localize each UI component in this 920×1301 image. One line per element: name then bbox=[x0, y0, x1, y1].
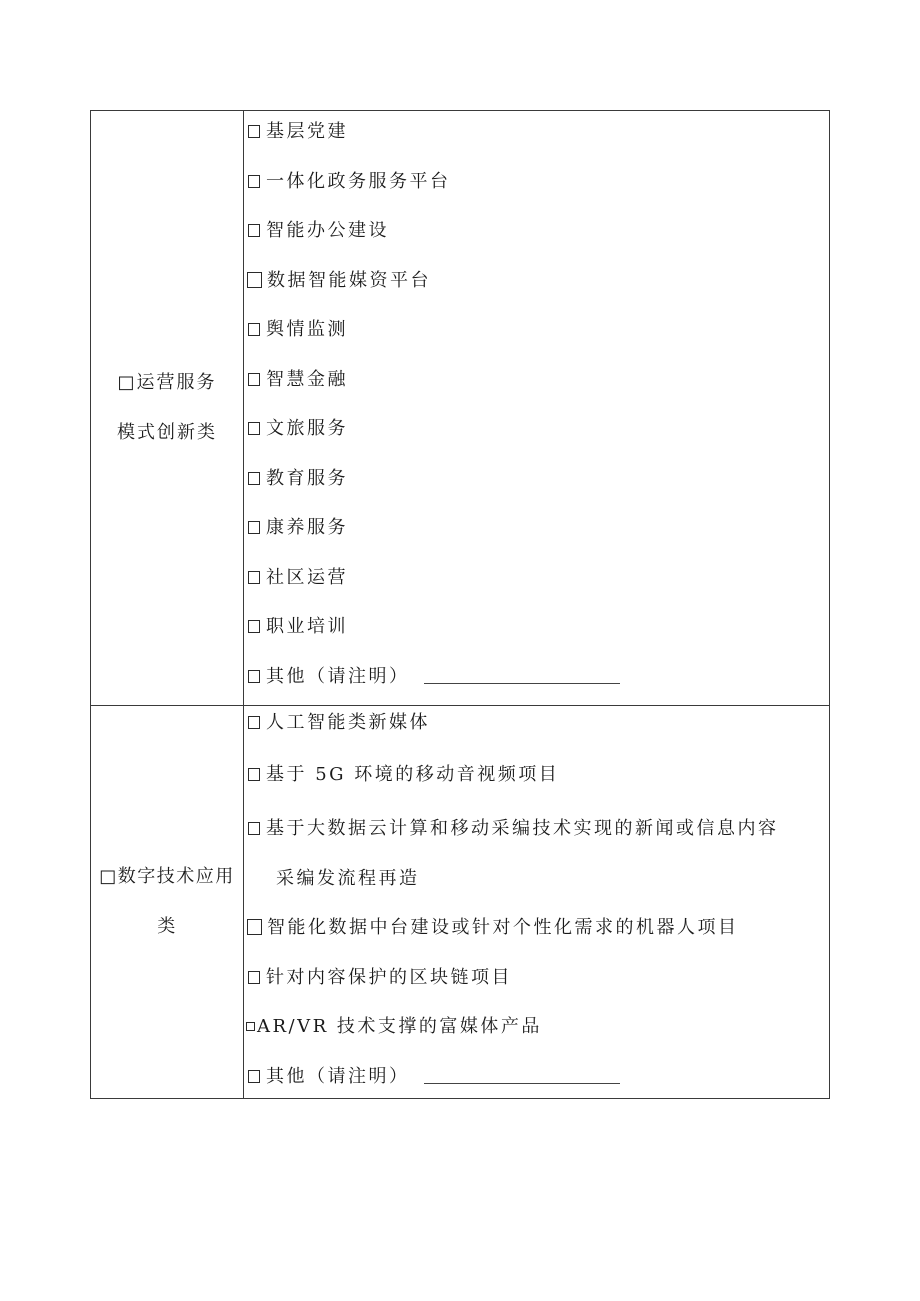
fill-in-blank[interactable] bbox=[424, 665, 620, 684]
checkbox[interactable] bbox=[248, 670, 260, 683]
list-item[interactable] bbox=[244, 359, 829, 409]
checkbox[interactable] bbox=[248, 521, 260, 534]
option-label: 基于 5G 环境的移动音视频项目 bbox=[266, 764, 560, 785]
checkbox[interactable] bbox=[248, 571, 260, 584]
list-item[interactable] bbox=[244, 907, 829, 957]
option-label: 基层党建 bbox=[266, 121, 348, 142]
checkbox[interactable] bbox=[248, 224, 260, 237]
checkbox[interactable] bbox=[248, 125, 260, 138]
category-label bbox=[91, 852, 243, 952]
list-item[interactable] bbox=[244, 507, 829, 557]
option-label: 基于大数据云计算和移动采编技术实现的新闻或信息内容 bbox=[266, 818, 779, 839]
table-row bbox=[91, 706, 830, 1099]
checkbox[interactable] bbox=[248, 822, 260, 835]
list-item[interactable] bbox=[244, 706, 829, 754]
option-label: 文旅服务 bbox=[266, 418, 348, 439]
category-cell bbox=[91, 111, 244, 706]
option-label: 智慧金融 bbox=[266, 368, 348, 390]
checkbox[interactable] bbox=[248, 422, 260, 435]
checkbox[interactable] bbox=[248, 768, 260, 781]
checkbox[interactable] bbox=[248, 373, 260, 386]
option-label: 智能化数据中台建设或针对个性化需求的机器人项目 bbox=[267, 917, 739, 938]
checkbox[interactable] bbox=[248, 175, 260, 188]
category-cell bbox=[91, 706, 244, 1099]
checkbox[interactable] bbox=[248, 472, 260, 485]
list-item[interactable] bbox=[244, 808, 829, 907]
option-label: 其他（请注明） bbox=[266, 665, 410, 687]
list-item[interactable] bbox=[244, 161, 829, 211]
list-item[interactable] bbox=[244, 458, 829, 508]
category-label-line2: 类 bbox=[157, 915, 177, 937]
option-list bbox=[244, 111, 829, 705]
option-label: 职业培训 bbox=[266, 616, 348, 637]
option-list bbox=[244, 706, 829, 1098]
list-item[interactable] bbox=[244, 1056, 829, 1098]
fill-in-blank[interactable] bbox=[424, 1065, 620, 1084]
option-label-continued: 采编发流程再造 bbox=[276, 867, 420, 889]
list-item[interactable] bbox=[244, 210, 829, 260]
list-item[interactable] bbox=[244, 754, 829, 808]
option-label: AR/VR 技术支撑的富媒体产品 bbox=[257, 1016, 542, 1037]
options-cell bbox=[244, 111, 830, 706]
category-label-line2: 模式创新类 bbox=[117, 422, 217, 443]
list-item[interactable] bbox=[244, 656, 829, 706]
option-label: 人工智能类新媒体 bbox=[266, 712, 430, 733]
category-table bbox=[90, 110, 830, 1099]
checkbox[interactable] bbox=[248, 716, 260, 729]
list-item[interactable] bbox=[244, 606, 829, 656]
option-label: 康养服务 bbox=[266, 517, 348, 538]
option-label: 数据智能媒资平台 bbox=[267, 269, 431, 291]
option-label: 其他（请注明） bbox=[266, 1065, 410, 1087]
list-item[interactable] bbox=[244, 408, 829, 458]
list-item[interactable] bbox=[244, 557, 829, 607]
options-cell bbox=[244, 706, 830, 1099]
checkbox[interactable] bbox=[248, 1070, 260, 1083]
checkbox[interactable] bbox=[247, 919, 262, 935]
option-label: 教育服务 bbox=[266, 467, 348, 489]
option-label: 针对内容保护的区块链项目 bbox=[266, 966, 512, 988]
list-item[interactable] bbox=[244, 309, 829, 359]
list-item[interactable] bbox=[244, 1006, 829, 1056]
checkbox[interactable] bbox=[248, 620, 260, 633]
option-label: 一体化政务服务平台 bbox=[266, 170, 451, 192]
checkbox[interactable] bbox=[246, 1022, 255, 1031]
category-label-line1: □数字技术应用 bbox=[99, 865, 235, 887]
checkbox[interactable] bbox=[248, 971, 260, 984]
checkbox[interactable] bbox=[248, 323, 260, 336]
category-label bbox=[91, 358, 243, 458]
option-label: 舆情监测 bbox=[266, 319, 348, 340]
option-label: 社区运营 bbox=[266, 566, 348, 588]
list-item[interactable] bbox=[244, 957, 829, 1007]
checkbox[interactable] bbox=[247, 272, 262, 288]
option-label: 智能办公建设 bbox=[266, 220, 389, 241]
list-item[interactable] bbox=[244, 260, 829, 310]
table-row bbox=[91, 111, 830, 706]
list-item[interactable] bbox=[244, 111, 829, 161]
category-label-line1: □运营服务 bbox=[117, 372, 217, 393]
